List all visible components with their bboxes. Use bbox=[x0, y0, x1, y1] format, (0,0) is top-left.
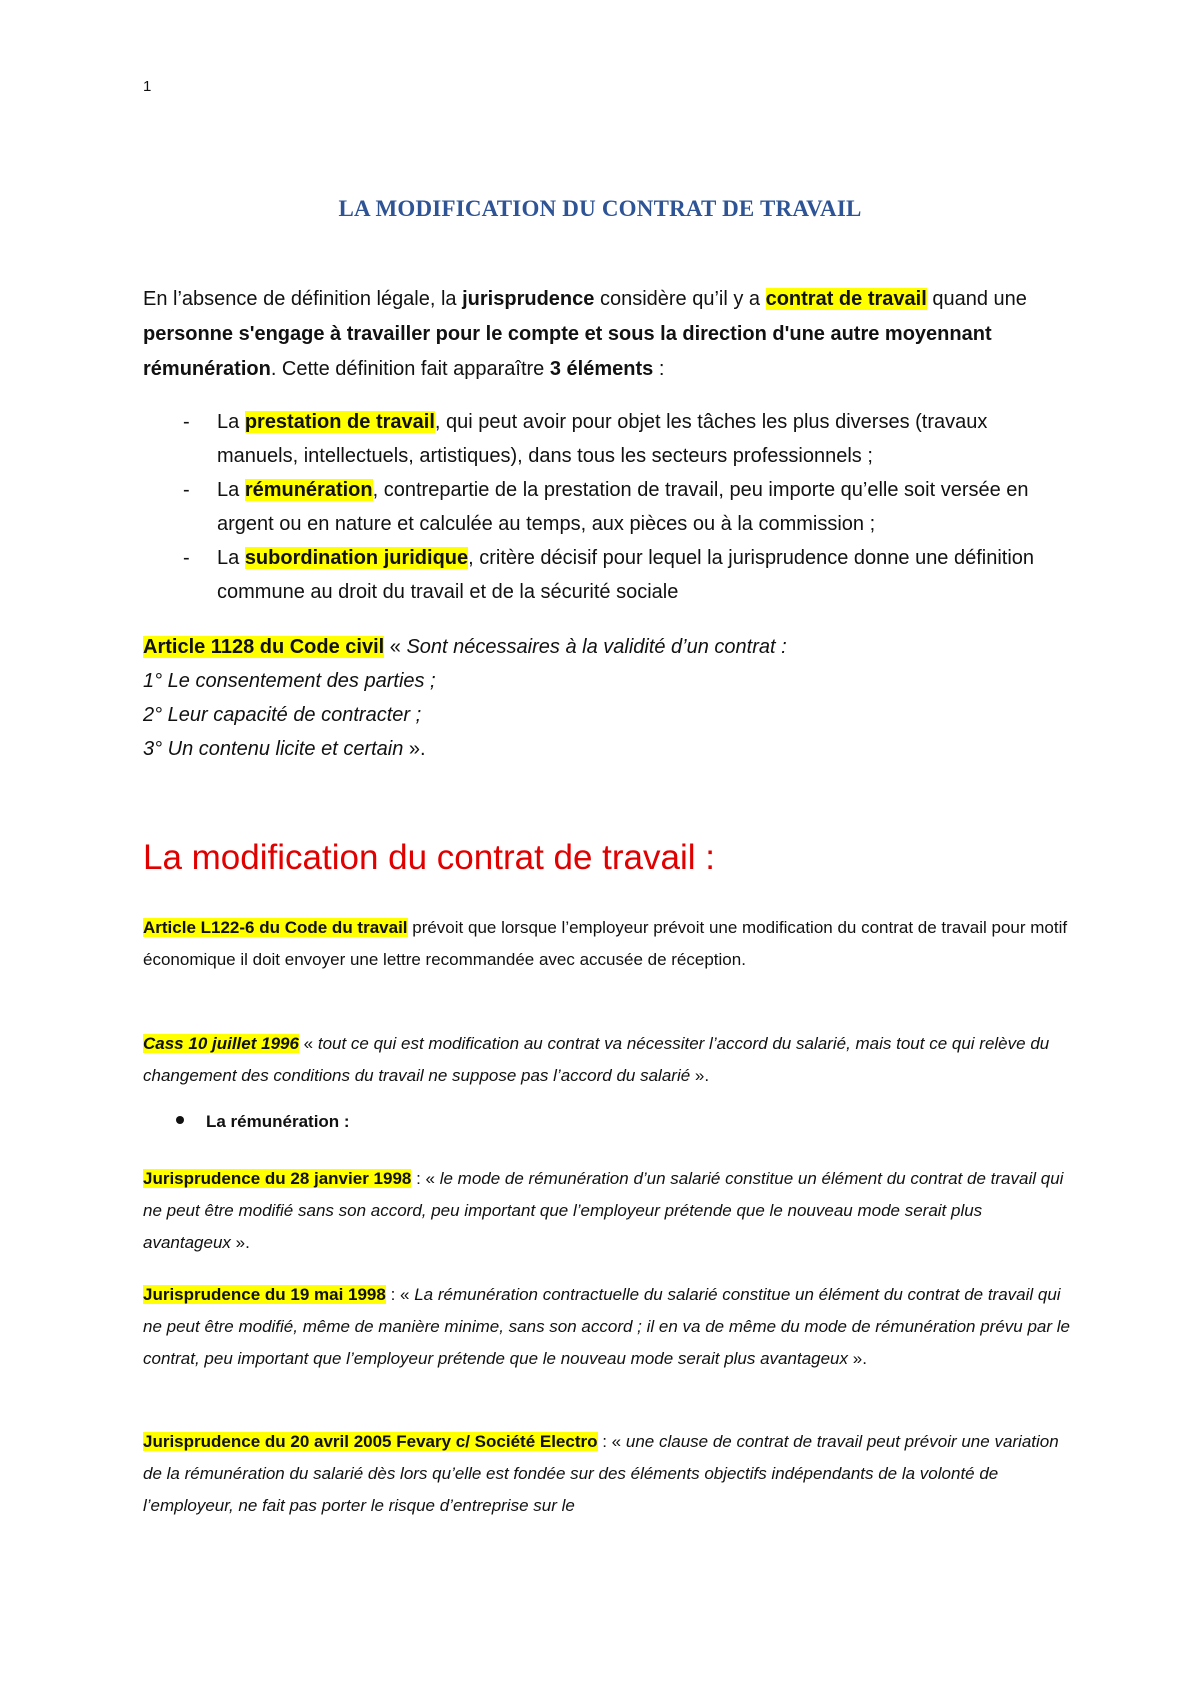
intro-text-3: considère qu’il y a bbox=[594, 288, 766, 310]
article-l122-paragraph bbox=[143, 912, 1073, 976]
article-1128-line-2-row bbox=[143, 664, 1073, 698]
quote-open: : « bbox=[385, 1285, 415, 1304]
article-1128-line-4: 3° Un contenu licite et certain bbox=[143, 738, 404, 760]
quote-open: « bbox=[384, 636, 407, 658]
page-number: 1 bbox=[143, 78, 152, 95]
bullet-label: La rémunération : bbox=[206, 1112, 350, 1131]
jurisprudence-2005 bbox=[143, 1426, 1073, 1522]
jurisprudence-quote: une clause de contrat de travail peut prévoir une variation de la rémunération du salarié dès lors qu’elle est fondée sur des éléments objectifs indépendants de la volonté de l’employeur, ne fait pas porter le risque d’entreprise sur le bbox=[143, 1432, 1059, 1515]
list-item bbox=[143, 473, 1073, 541]
dash-marker: - bbox=[183, 479, 190, 501]
bullet-dot-icon bbox=[176, 1116, 184, 1124]
item-text: , contrepartie de la prestation de travail, peu importe qu’elle soit versée en argent ou en nature et calculée au temps, aux pièces ou à la commission ; bbox=[217, 479, 1029, 535]
intro-paragraph bbox=[143, 282, 1073, 387]
jurisprudence-ref: Jurisprudence du 19 mai 1998 bbox=[143, 1285, 386, 1304]
item-term-highlight: rémunération bbox=[244, 479, 373, 501]
quote-close: ». bbox=[230, 1233, 250, 1252]
intro-text-1: En l’absence de définition légale, la bbox=[143, 288, 463, 310]
item-term-highlight: subordination juridique bbox=[244, 547, 469, 569]
quote-close: ». bbox=[403, 738, 426, 760]
article-1128-line-4-row bbox=[143, 732, 1073, 766]
jurisprudence-1998-janvier bbox=[143, 1163, 1073, 1259]
intro-text-7: . Cette définition fait apparaître bbox=[270, 358, 550, 380]
jurisprudence-quote: le mode de rémunération d’un salarié constitue un élément du contrat de travail qui ne peut être modifié sans son accord, peu important que l’employeur prétende que le nouveau mode serait plus avantageux bbox=[143, 1169, 1064, 1252]
list-item bbox=[143, 405, 1073, 473]
article-1128-first-line bbox=[143, 630, 1073, 664]
intro-definition: personne s'engage à travailler pour le compte et sous la direction d'une autre moyennant rémunération bbox=[143, 323, 992, 380]
elements-list bbox=[143, 405, 1073, 609]
jurisprudence-quote: La rémunération contractuelle du salarié constitue un élément du contrat de travail qui ne peut être modifié, même de manière minime, sans son accord ; il en va de même du mode de rémunération prévu par le contrat, peu important que l’employeur prétende que le nouveau mode serait plus avantageux bbox=[143, 1285, 1070, 1368]
jurisprudence-ref: Jurisprudence du 20 avril 2005 Fevary c/ Société Electro bbox=[143, 1432, 598, 1451]
article-l122-text: prévoit que lorsque l’employeur prévoit une modification du contrat de travail pour motif économique il doit envoyer une lettre recommandée avec accusée de réception. bbox=[143, 918, 1068, 969]
jurisprudence-1998-mai bbox=[143, 1279, 1073, 1375]
jurisprudence-ref: Jurisprudence du 28 janvier 1998 bbox=[143, 1169, 412, 1188]
item-prefix: La bbox=[217, 547, 245, 569]
item-text: , critère décisif pour lequel la jurisprudence donne une définition commune au droit du travail et de la sécurité sociale bbox=[217, 547, 1035, 603]
article-1128-line-1: Sont nécessaires à la validité d’un contrat : bbox=[406, 636, 787, 658]
cass-1996-quote: tout ce qui est modification au contrat va nécessiter l’accord du salarié, mais tout ce qui relève du changement des conditions du travail ne suppose pas l’accord du salarié bbox=[143, 1034, 1050, 1085]
article-1128-line-2: 1° Le consentement des parties ; bbox=[143, 670, 436, 692]
dash-marker: - bbox=[183, 547, 190, 569]
intro-text-9: : bbox=[653, 358, 665, 380]
item-prefix: La bbox=[217, 411, 245, 433]
section-heading: La modification du contrat de travail : bbox=[143, 838, 715, 877]
intro-jurisprudence: jurisprudence bbox=[462, 288, 595, 310]
item-term-highlight: prestation de travail bbox=[244, 411, 435, 433]
document-title: LA MODIFICATION DU CONTRAT DE TRAVAIL bbox=[338, 196, 862, 221]
quote-close: ». bbox=[690, 1066, 710, 1085]
article-1128-line-3-row bbox=[143, 698, 1073, 732]
quote-open: : « bbox=[597, 1432, 626, 1451]
article-1128-line-3: 2° Leur capacité de contracter ; bbox=[143, 704, 422, 726]
article-l122-ref: Article L122-6 du Code du travail bbox=[143, 918, 408, 937]
dash-marker: - bbox=[183, 411, 190, 433]
intro-text-5: quand une bbox=[926, 288, 1027, 310]
quote-close: ». bbox=[848, 1349, 867, 1368]
quote-open: « bbox=[298, 1034, 318, 1053]
list-item bbox=[143, 541, 1073, 609]
intro-contrat-highlight: contrat de travail bbox=[765, 288, 927, 310]
cass-1996-ref: Cass 10 juillet 1996 bbox=[143, 1034, 299, 1053]
article-1128-block bbox=[143, 630, 1073, 766]
item-text: , qui peut avoir pour objet les tâches les plus diverses (travaux manuels, intellectuels, artistiques), dans tous les secteurs professionnels ; bbox=[217, 411, 988, 467]
quote-open: : « bbox=[411, 1169, 440, 1188]
intro-3-elements: 3 éléments bbox=[549, 358, 654, 380]
cass-1996-paragraph bbox=[143, 1028, 1073, 1092]
bullet-item-remuneration bbox=[176, 1112, 350, 1132]
item-prefix: La bbox=[217, 479, 245, 501]
article-1128-ref: Article 1128 du Code civil bbox=[143, 636, 385, 658]
